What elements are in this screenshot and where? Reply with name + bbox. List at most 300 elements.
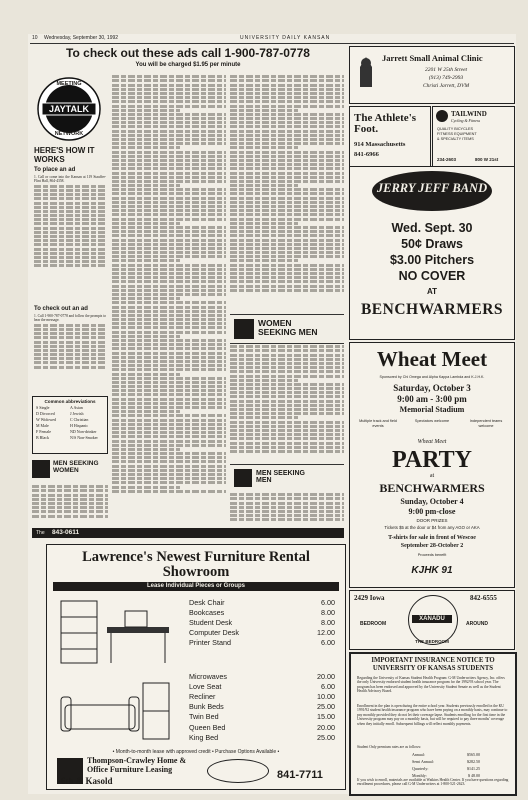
- text-line: [112, 410, 180, 413]
- text-line: [230, 387, 344, 390]
- ads-text-col1-bottom: [32, 484, 108, 522]
- text-line: [230, 400, 344, 403]
- furniture-title: Lawrence's Newest Furniture Rental Showroom: [82, 549, 310, 580]
- women-seeking-men-label: WOMEN SEEKING MEN: [258, 318, 318, 337]
- text-line: [112, 465, 226, 468]
- page-number: 10: [32, 35, 38, 41]
- home-furniture-illustration: [57, 675, 177, 747]
- text-line: [230, 159, 344, 162]
- text-line: [112, 460, 226, 463]
- text-line: [112, 201, 226, 204]
- text-line: [230, 96, 344, 99]
- text-line: [230, 408, 344, 411]
- text-line: [112, 105, 226, 108]
- kjhk-logo: KJHK 91: [411, 565, 453, 576]
- furniture-subtitle: Lease Individual Pieces or Groups: [53, 582, 339, 591]
- text-line: [112, 477, 226, 480]
- text-line: [230, 222, 298, 225]
- text-line: [112, 180, 226, 183]
- text-line: [230, 251, 344, 254]
- text-line: [230, 172, 344, 175]
- furniture-item-name: Student Desk: [189, 617, 233, 627]
- band-at: AT: [426, 287, 438, 296]
- abbreviation-item: S Single: [36, 405, 50, 410]
- text-line: [230, 197, 344, 200]
- text-line: [112, 368, 226, 371]
- text-line: [112, 435, 226, 438]
- tailwind-name: TAILWIND: [451, 110, 487, 118]
- page-date: Wednesday, September 30, 1992: [44, 35, 119, 41]
- text-line: [112, 402, 226, 405]
- jaytalk-headline: To check out these ads call 1-900-787-0778: [66, 46, 310, 60]
- text-line: [112, 222, 180, 225]
- furniture-item-row: [187, 681, 337, 691]
- wheat-meet-category: Spectators welcome: [414, 419, 450, 423]
- rate-row: Annual: $565.00: [412, 752, 480, 757]
- party-tickets: Tickets $5 at the door or $4 from any AGO or AKA: [384, 525, 480, 530]
- text-line: [230, 75, 344, 78]
- text-line: [230, 383, 344, 386]
- text-line: [112, 360, 226, 363]
- furniture-item-price: 25.00: [317, 732, 335, 742]
- text-line: [230, 268, 344, 271]
- text-line: [112, 343, 226, 346]
- furniture-item-price: 8.00: [321, 617, 335, 627]
- text-line: [230, 354, 344, 357]
- text-line: [112, 301, 226, 304]
- how-it-works-title: HERE'S HOW IT WORKS: [34, 146, 95, 164]
- text-line: [112, 318, 226, 321]
- checkout-ad-title: To check out an ad: [34, 306, 88, 312]
- how-it-works-column: [32, 74, 108, 454]
- insurance-paragraph-4: If you wish to enroll, materials are available at Watkins Health Center. If you have questions regarding enrollment procedures, please call G-M Underwriters at 1-800-521-2623.: [357, 778, 509, 787]
- band-venue: BENCHWARMERS: [360, 301, 504, 318]
- text-line: [230, 84, 344, 87]
- text-line: [112, 255, 226, 258]
- personal-ads-column-3: [230, 74, 344, 312]
- jaytalk-logo: [36, 76, 102, 142]
- wheat-meet-day: Saturday, October 3: [393, 383, 471, 393]
- tshirt-sale: T-shirts for sale in front of Wescoe: [388, 535, 476, 541]
- athletes-foot-phone: 841-6966: [354, 151, 379, 158]
- text-line: [230, 138, 344, 141]
- text-line: [230, 391, 344, 394]
- text-line: [112, 331, 226, 334]
- text-line: [112, 146, 180, 149]
- text-line: [112, 385, 226, 388]
- text-line: [112, 306, 226, 309]
- text-line: [230, 247, 344, 250]
- clinic-doctor: Christi Jarrett, DVM: [422, 83, 470, 89]
- wheat-meet-place: Memorial Stadium: [399, 405, 465, 414]
- place-ad-steps: 1. Call or come into the Kansan at 119 Stauffer-Flint Hall, 864-4358.: [34, 175, 106, 305]
- abbreviation-item: N/S Non-Smoker: [70, 435, 98, 440]
- furniture-price-list-a: [187, 597, 337, 648]
- furniture-item-name: Recliner: [189, 691, 216, 701]
- tailwind-logo-icon: [436, 110, 448, 122]
- text-line: [230, 412, 344, 415]
- text-line: [112, 234, 226, 237]
- xanadu-name: XANADU: [412, 615, 452, 623]
- text-line: [112, 251, 226, 254]
- text-line: [112, 176, 226, 179]
- text-line: [112, 230, 226, 233]
- text-line: [112, 352, 226, 355]
- furniture-item-name: Bunk Beds: [189, 702, 224, 712]
- logo-top-text: MEETING: [56, 81, 82, 87]
- text-line: [230, 358, 344, 361]
- abbreviation-item: C Christian: [70, 417, 89, 422]
- furniture-item-row: [187, 732, 337, 742]
- checkout-ad-steps: 1. Call 1-900-787-0778 and follow the prompts to hear the message.: [34, 314, 106, 392]
- band-pitchers: $3.00 Pitchers: [389, 253, 475, 267]
- abbreviation-item: F Female: [36, 429, 51, 434]
- text-line: [230, 125, 344, 128]
- wheat-meet-category: Multiple track and field events: [359, 419, 397, 428]
- text-line: [112, 88, 226, 91]
- tailwind-tagline: Cycling & Fitness: [451, 118, 481, 123]
- abbreviation-item: ND Non-drinker: [70, 429, 97, 434]
- wheat-meet-ad: [349, 342, 515, 588]
- text-line: [112, 226, 226, 229]
- furniture-company-name: Thompson-Crawley Home & Office Furniture Leasing: [87, 756, 187, 774]
- phone-strip-label: The: [36, 530, 45, 536]
- text-line: [230, 100, 344, 103]
- logo-bottom-text: NETWORK: [54, 131, 84, 137]
- rate-row: Quarterly: $141.25: [412, 766, 480, 771]
- text-line: [230, 117, 344, 120]
- text-line: [230, 167, 344, 170]
- text-line: [112, 490, 226, 493]
- furniture-item-row: [187, 638, 337, 648]
- text-line: [112, 377, 226, 380]
- text-line: [112, 142, 226, 145]
- text-line: [112, 431, 226, 434]
- text-line: [230, 234, 344, 237]
- oval-logo: [207, 759, 269, 783]
- text-line: [112, 473, 226, 476]
- paper-name: UNIVERSITY DAILY KANSAN: [240, 35, 331, 41]
- text-line: [112, 138, 226, 141]
- abbreviation-item: M Male: [36, 423, 49, 428]
- text-line: [112, 79, 226, 82]
- furniture-item-row: [187, 691, 337, 701]
- text-line: [230, 180, 344, 183]
- insurance-paragraph-2: Enrollment in the plan is open during the entire school year. Students previously enrolled in the KU 1991/92 student health insurance program who have been paying on a monthly basis, may continue to pay monthly provided they do not let their coverage lapse. Students enrolling for the first time in the University program may pay on a monthly basis, but will be required to pay three months' coverage when they initially enroll. Subsequent billings will reflect monthly payments.: [357, 704, 508, 726]
- text-line: [230, 205, 344, 208]
- furniture-item-row: [187, 607, 337, 617]
- text-line: [230, 349, 344, 352]
- text-line: [230, 230, 344, 233]
- text-line: [112, 117, 226, 120]
- text-line: [112, 192, 226, 195]
- personal-ads-column-2: [112, 74, 226, 524]
- category-icon: [234, 469, 252, 487]
- text-line: [112, 335, 180, 338]
- personal-ads-column-3c: [230, 492, 344, 524]
- text-line: [230, 155, 344, 158]
- party-venue: BENCHWARMERS: [379, 481, 485, 495]
- text-line: [112, 280, 226, 283]
- xanadu-left-text: BEDROOM: [360, 621, 387, 627]
- text-line: [112, 84, 226, 87]
- insurance-rates-table: [411, 751, 481, 779]
- furniture-item-price: 10.00: [317, 691, 335, 701]
- text-line: [112, 167, 226, 170]
- text-line: [230, 416, 298, 419]
- text-line: [230, 264, 344, 267]
- text-line: [112, 188, 226, 191]
- band-draws: 50¢ Draws: [401, 237, 463, 251]
- text-line: [230, 243, 344, 246]
- tailwind-phone: 234-2603: [437, 157, 457, 162]
- furniture-item-row: [187, 702, 337, 712]
- insurance-paragraph-1: Regarding the University of Kansas Student Health Program: G-M Underwriters Agency, Inc. offers the only University endorsed student health insurance program for the 1992/93 school year. The program has been endorsed and approved by the University Student Senate as well as the Student Health Advisory Board.: [357, 676, 505, 694]
- text-line: [112, 121, 226, 124]
- text-line: [230, 375, 344, 378]
- text-line: [112, 239, 226, 242]
- category-icon: [32, 460, 50, 478]
- text-line: [112, 469, 226, 472]
- insurance-title: IMPORTANT INSURANCE NOTICE TO UNIVERSITY OF KANSAS STUDENTS: [371, 657, 495, 672]
- band-no-cover: NO COVER: [398, 269, 466, 283]
- party-at: at: [429, 473, 435, 479]
- text-line: [112, 398, 226, 401]
- text-line: [112, 155, 226, 158]
- text-line: [230, 79, 344, 82]
- text-line: [230, 184, 298, 187]
- text-line: [112, 113, 226, 116]
- text-line: [112, 444, 226, 447]
- band-date: Wed. Sept. 30: [391, 221, 473, 235]
- party-title: PARTY: [391, 447, 473, 473]
- tailwind-lines: QUALITY BICYCLES FITNESS EQUIPMENT & SPECIALTY ITEMS: [437, 127, 477, 141]
- furniture-item-name: Microwaves: [189, 671, 227, 681]
- jarrett-clinic-ad: [349, 46, 515, 104]
- text-line: [112, 100, 226, 103]
- text-line: [230, 366, 344, 369]
- personal-ads-column-3b: [230, 344, 344, 462]
- furniture-item-row: [187, 722, 337, 732]
- jerry-jeff-band-ad: [349, 166, 515, 340]
- men-seeking-men-label: MEN SEEKING MEN: [256, 470, 306, 484]
- furniture-item-price: 6.00: [321, 638, 335, 648]
- phone-strip-number: 843-0611: [52, 529, 80, 536]
- furniture-item-row: [187, 671, 337, 681]
- text-line: [112, 322, 226, 325]
- text-line: [230, 446, 344, 449]
- text-line: [112, 130, 226, 133]
- text-line: [230, 259, 298, 262]
- furniture-item-row: [187, 628, 337, 638]
- text-line: [230, 113, 344, 116]
- athletes-foot-name: The Athlete's Foot.: [354, 112, 417, 135]
- office-furniture-illustration: [57, 597, 177, 669]
- furniture-item-name: Bookcases: [189, 607, 225, 617]
- abbreviation-item: H Hispanic: [70, 423, 89, 428]
- text-line: [230, 226, 344, 229]
- wheat-meet-time: 9:00 am - 3:00 pm: [397, 394, 467, 404]
- text-line: [112, 297, 180, 300]
- furniture-item-price: 20.00: [317, 671, 335, 681]
- text-line: [112, 268, 226, 271]
- abbreviation-item: A Asian: [70, 405, 83, 410]
- band-name: JERRY JEFF BAND: [376, 181, 488, 195]
- logo-main-text: JAYTALK: [48, 104, 89, 114]
- text-line: [230, 201, 344, 204]
- text-line: [112, 272, 226, 275]
- clinic-address: 2201 W 25th Street: [424, 67, 468, 73]
- text-line: [230, 404, 344, 407]
- text-line: [230, 163, 344, 166]
- rate-row: Semi Annual: $282.50: [412, 759, 480, 764]
- furniture-item-price: 6.00: [321, 681, 335, 691]
- text-line: [112, 347, 226, 350]
- text-line: [112, 389, 226, 392]
- text-line: [230, 450, 344, 453]
- furniture-item-row: [187, 712, 337, 722]
- text-line: [112, 205, 226, 208]
- text-line: [112, 414, 226, 417]
- wheat-meet-category: Independent teams welcome: [469, 419, 503, 428]
- text-line: [112, 486, 180, 489]
- door-prizes: DOOR PRIZES: [416, 518, 448, 523]
- place-ad-title: To place an ad: [34, 167, 76, 173]
- category-icon: [234, 319, 254, 339]
- text-line: [230, 429, 344, 432]
- text-line: [230, 255, 344, 258]
- text-line: [230, 289, 344, 292]
- tailwind-address: 800 W 21st: [475, 157, 499, 162]
- wheat-meet-title: Wheat Meet: [376, 347, 488, 371]
- text-line: [112, 92, 226, 95]
- furniture-item-row: [187, 617, 337, 627]
- men-seeking-women-label: MEN SEEKING WOMEN: [53, 460, 99, 474]
- text-line: [112, 419, 226, 422]
- text-line: [230, 213, 344, 216]
- tailwind-ad: [432, 106, 515, 170]
- text-line: [230, 362, 344, 365]
- furniture-item-name: Printer Stand: [189, 638, 231, 648]
- page-header: [30, 35, 514, 44]
- text-line: [112, 314, 226, 317]
- text-line: [230, 151, 344, 154]
- clinic-phone: (913) 749-2993: [428, 75, 464, 81]
- jaytalk-subhead: You will be charged $1.95 per minute: [135, 62, 241, 68]
- text-line: [112, 293, 226, 296]
- women-seeking-men-header: [230, 314, 344, 344]
- text-line: [112, 452, 226, 455]
- text-line: [230, 134, 344, 137]
- text-line: [112, 393, 226, 396]
- text-line: [112, 448, 180, 451]
- text-line: [112, 276, 226, 279]
- clinic-name: Jarrett Small Animal Clinic: [382, 53, 483, 63]
- text-line: [230, 146, 298, 149]
- text-line: [230, 239, 344, 242]
- text-line: [112, 339, 226, 342]
- athletes-foot-ad: [349, 106, 431, 170]
- furniture-item-price: 25.00: [317, 702, 335, 712]
- furniture-item-price: 20.00: [317, 722, 335, 732]
- abbreviation-item: D Divorced: [36, 411, 55, 416]
- text-line: [230, 421, 344, 424]
- party-day: Sunday, October 4: [400, 497, 464, 506]
- text-line: [230, 370, 344, 373]
- text-line: [112, 125, 226, 128]
- abbreviation-item: W Widowed: [36, 417, 57, 422]
- text-line: [112, 134, 226, 137]
- text-line: [112, 406, 226, 409]
- text-line: [112, 159, 226, 162]
- wheat-meet-sponsors: Sponsored by Chi Omega and Alpha Kappa Lambda and K.J.H.K.: [379, 375, 485, 379]
- wheat-meet-categories: [354, 419, 510, 435]
- text-line: [230, 121, 344, 124]
- text-line: [230, 442, 344, 445]
- text-line: [112, 456, 226, 459]
- furniture-price-list-b: [187, 671, 337, 742]
- text-line: [112, 440, 226, 443]
- text-line: [112, 364, 226, 367]
- text-line: [112, 197, 226, 200]
- text-line: [112, 259, 180, 262]
- text-line: [230, 142, 344, 145]
- text-line: [230, 130, 344, 133]
- xanadu-right-text: AROUND: [466, 621, 488, 627]
- text-line: [112, 373, 180, 376]
- furniture-item-row: [187, 597, 337, 607]
- party-pre: Wheat Meet: [417, 439, 447, 445]
- furniture-item-name: Queen Bed: [189, 722, 226, 732]
- furniture-rental-ad: [46, 544, 346, 790]
- furniture-phone: 841-7711: [277, 769, 323, 781]
- text-line: [112, 75, 226, 78]
- text-line: [112, 247, 226, 250]
- abbreviation-item: B Black: [36, 435, 49, 440]
- text-line: [112, 481, 226, 484]
- text-line: [230, 92, 344, 95]
- text-line: [230, 188, 344, 191]
- text-line: [230, 285, 344, 288]
- text-line: [112, 172, 226, 175]
- text-line: [112, 310, 226, 313]
- abbreviation-item: J Jewish: [70, 411, 84, 416]
- text-line: [112, 427, 226, 430]
- text-line: [112, 184, 180, 187]
- text-line: [230, 88, 344, 91]
- text-line: [112, 209, 226, 212]
- rate-row: Monthly: $ 48.00: [412, 773, 480, 778]
- phone-strip: [32, 528, 344, 538]
- text-line: [230, 209, 344, 212]
- abbreviations-list: [33, 404, 107, 442]
- text-line: [112, 151, 226, 154]
- text-line: [112, 213, 226, 216]
- furniture-lease-note: • Month-to-month lease with approved credit • Purchase Options Available •: [112, 749, 280, 755]
- text-line: [112, 423, 226, 426]
- tshirt-dates: September 28-October 2: [400, 543, 464, 549]
- text-line: [230, 176, 344, 179]
- text-line: [230, 218, 344, 221]
- text-line: [112, 285, 226, 288]
- abbreviations-title: Common abbreviations: [44, 399, 96, 404]
- text-line: [230, 280, 344, 283]
- furniture-address: 6th & Kasold: [61, 776, 113, 786]
- text-line: [112, 326, 226, 329]
- furniture-item-price: 8.00: [321, 607, 335, 617]
- text-line: [112, 264, 226, 267]
- text-line: [112, 218, 226, 221]
